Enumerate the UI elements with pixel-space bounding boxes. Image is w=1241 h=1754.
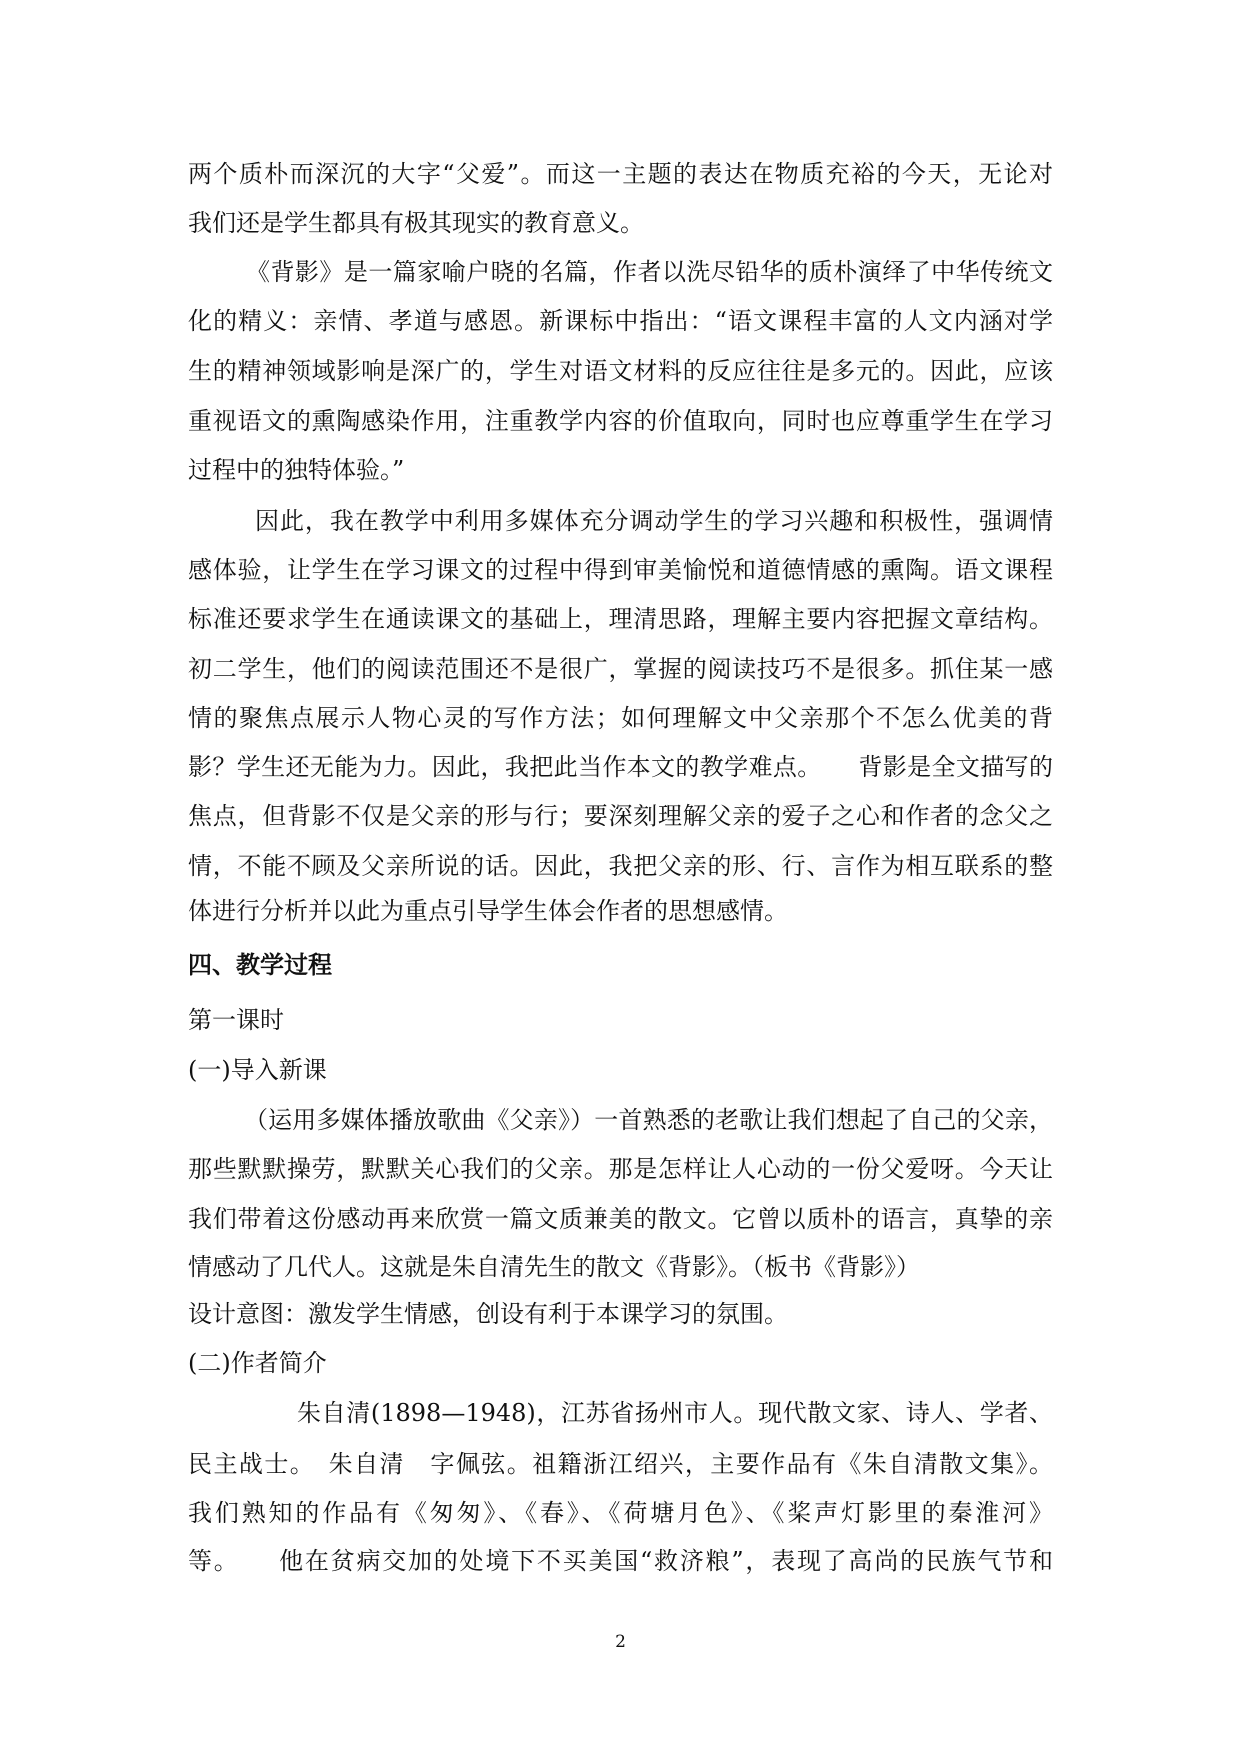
text-line: （运用多媒体播放歌曲《父亲》）一首熟悉的老歌让我们想起了自己的父亲， — [244, 1106, 1053, 1134]
text-line: 焦点，但背影不仅是父亲的形与行；要深刻理解父亲的爱子之心和作者的念父之 — [188, 802, 1053, 830]
text-line: 朱自清(1898—1948)，江苏省扬州市人。现代散文家、诗人、学者、 — [297, 1399, 1053, 1427]
section-heading: 四、教学过程 — [188, 951, 332, 979]
text-line: 情的聚焦点展示人物心灵的写作方法；如何理解文中父亲那个不怎么优美的背 — [188, 704, 1053, 732]
text-line: 我们还是学生都具有极其现实的教育意义。 — [188, 209, 644, 237]
text-line: 那些默默操劳，默默关心我们的父亲。那是怎样让人心动的一份父爱呀。今天让 — [188, 1155, 1053, 1183]
text-line: 初二学生，他们的阅读范围还不是很广，掌握的阅读技巧不是很多。抓住某一感 — [188, 655, 1053, 683]
text-line: 体进行分析并以此为重点引导学生体会作者的思想感情。 — [188, 897, 788, 925]
text-line: 两个质朴而深沉的大字“父爱”。而这一主题的表达在物质充裕的今天，无论对 — [188, 160, 1053, 188]
text-line: 化的精义：亲情、孝道与感恩。新课标中指出：“语文课程丰富的人文内涵对学 — [188, 307, 1053, 335]
text-line: 生的精神领域影响是深广的，学生对语文材料的反应往往是多元的。因此，应该 — [188, 357, 1053, 385]
text-line: 《背影》是一篇家喻户晓的名篇，作者以洗尽铅华的质朴演绎了中华传统文 — [246, 258, 1053, 286]
subheading: (二)作者简介 — [188, 1349, 327, 1377]
text-line: 影？学生还无能为力。因此，我把此当作本文的教学难点。 背影是全文描写的 — [188, 753, 1053, 781]
text-line: 重视语文的熏陶感染作用，注重教学内容的价值取向，同时也应尊重学生在学习 — [188, 407, 1053, 435]
subheading: 第一课时 — [188, 1006, 284, 1034]
subheading: (一)导入新课 — [188, 1056, 327, 1084]
text-line: 标准还要求学生在通读课文的基础上，理清思路，理解主要内容把握文章结构。 — [188, 605, 1053, 633]
text-line: 等。 他在贫病交加的处境下不买美国“救济粮”，表现了高尚的民族气节和 — [188, 1547, 1053, 1575]
page-number: 2 — [615, 1632, 626, 1652]
text-line: 过程中的独特体验。” — [188, 456, 405, 484]
text-line: 因此，我在教学中利用多媒体充分调动学生的学习兴趣和积极性，强调情 — [255, 507, 1053, 535]
text-line: 我们带着这份感动再来欣赏一篇文质兼美的散文。它曾以质朴的语言，真挚的亲 — [188, 1205, 1053, 1233]
text-line: 我们熟知的作品有《匆匆》、《春》、《荷塘月色》、《桨声灯影里的秦淮河》 — [188, 1499, 1053, 1527]
text-line: 情，不能不顾及父亲所说的话。因此，我把父亲的形、行、言作为相互联系的整 — [188, 852, 1053, 880]
text-line: 民主战士。 朱自清 字佩弦。祖籍浙江绍兴，主要作品有《朱自清散文集》。 — [188, 1450, 1053, 1478]
text-line: 情感动了几代人。这就是朱自清先生的散文《背影》。（板书《背影》） — [188, 1253, 920, 1281]
text-line: 感体验，让学生在学习课文的过程中得到审美愉悦和道德情感的熏陶。语文课程 — [188, 556, 1053, 584]
text-line: 设计意图：激发学生情感，创设有利于本课学习的氛围。 — [188, 1300, 788, 1328]
